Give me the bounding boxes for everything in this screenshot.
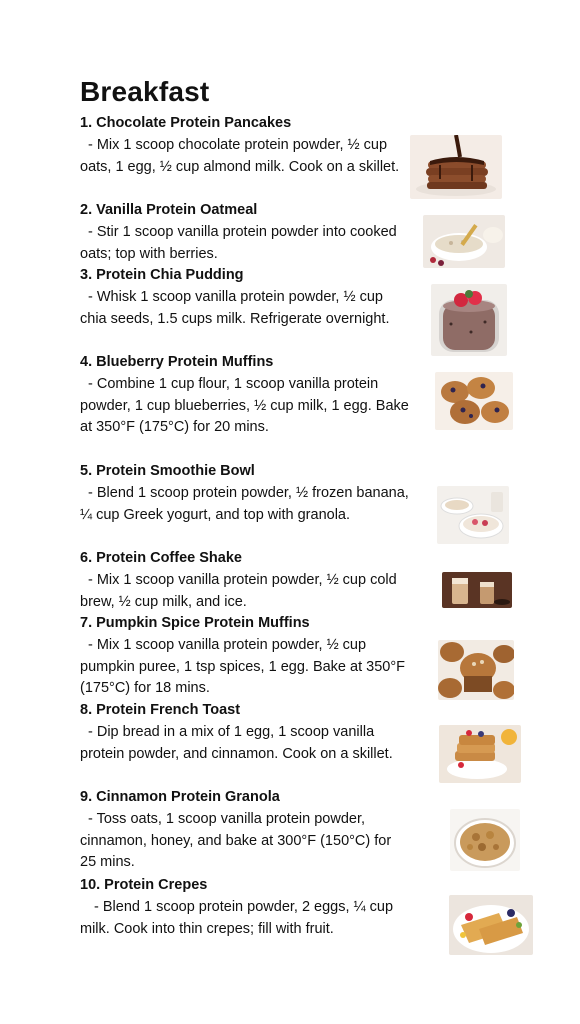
recipe-title: 5. Protein Smoothie Bowl [80, 463, 255, 479]
recipe-title: 4. Blueberry Protein Muffins [80, 354, 274, 370]
granola-image [450, 809, 520, 871]
recipe-description: - Whisk 1 scoop vanilla protein powder, ½ cup chia seeds, 1.5 cups milk. Refrigerate overnight. [80, 288, 390, 327]
recipe-description: - Mix 1 scoop vanilla protein powder, ½ cup pumpkin puree, 1 tsp spices, 1 egg. Bake at 350°F (175°C) for 18 mins. [80, 636, 405, 697]
recipe-description: - Combine 1 cup flour, 1 scoop vanilla protein powder, 1 cup blueberries, ½ cup milk, 1 egg. Bake at 350°F (175°C) for 20 mins. [80, 375, 409, 436]
recipe-description: - Dip bread in a mix of 1 egg, 1 scoop vanilla protein powder, and cinnamon. Cook on a skillet. [80, 723, 393, 762]
pumpkin-muffins-image [438, 640, 514, 700]
crepes-image [449, 895, 533, 955]
recipe-title: 2. Vanilla Protein Oatmeal [80, 202, 258, 218]
page-title: Breakfast [80, 76, 210, 107]
recipe-title: 7. Pumpkin Spice Protein Muffins [80, 615, 310, 631]
recipe-item [80, 700, 410, 765]
recipe-title: 9. Cinnamon Protein Granola [80, 789, 280, 805]
chocolate-pancakes-image [410, 135, 502, 199]
recipe-description: - Blend 1 scoop protein powder, ½ frozen banana, ¼ cup Greek yogurt, and top with granola. [80, 484, 409, 523]
recipe-item [80, 548, 410, 613]
recipe-title: 8. Protein French Toast [80, 702, 241, 718]
recipe-description: - Mix 1 scoop vanilla protein powder, ½ cup cold brew, ½ cup milk, and ice. [80, 571, 397, 610]
recipe-item [80, 613, 410, 700]
french-toast-image [439, 725, 521, 783]
recipe-description: - Blend 1 scoop protein powder, 2 eggs, ¼ cup milk. Cook into thin crepes; fill with fruit. [80, 898, 394, 937]
smoothie-bowl-image [437, 486, 509, 544]
recipe-item [80, 787, 410, 874]
coffee-shake-image [442, 572, 512, 608]
recipe-item [80, 461, 410, 526]
recipe-item [80, 200, 410, 265]
chia-pudding-image [431, 284, 507, 356]
recipe-item [80, 113, 410, 178]
recipe-item [80, 352, 410, 439]
recipe-description: - Toss oats, 1 scoop vanilla protein powder, cinnamon, honey, and bake at 300°F (150°C) for 25 mins. [80, 810, 392, 871]
recipe-item [80, 875, 410, 940]
blueberry-muffins-image [435, 372, 513, 430]
recipe-title: 3. Protein Chia Pudding [80, 267, 244, 283]
recipe-title: 6. Protein Coffee Shake [80, 550, 242, 566]
recipe-title: 10. Protein Crepes [80, 877, 208, 893]
recipe-title: 1. Chocolate Protein Pancakes [80, 115, 292, 131]
vanilla-oatmeal-image [423, 215, 505, 268]
recipe-description: - Stir 1 scoop vanilla protein powder into cooked oats; top with berries. [80, 223, 397, 262]
recipe-description: - Mix 1 scoop chocolate protein powder, ½ cup oats, 1 egg, ½ cup almond milk. Cook on a skillet. [80, 136, 400, 175]
recipe-item [80, 265, 410, 330]
